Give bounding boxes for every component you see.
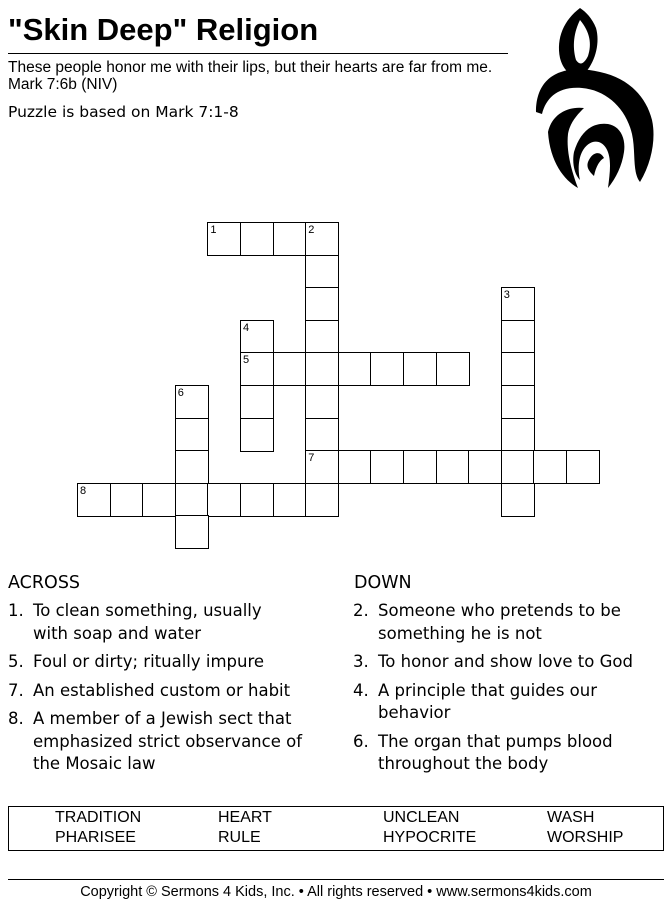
crossword-cell[interactable]	[305, 483, 339, 517]
crossword-cell[interactable]	[305, 320, 339, 354]
crossword-cell[interactable]	[305, 287, 339, 321]
clue-text: An established custom or habit	[33, 680, 291, 700]
clue-text: emphasized strict observance of	[33, 731, 303, 751]
crossword-cell[interactable]	[436, 352, 470, 386]
crossword-cell[interactable]	[207, 483, 241, 517]
word-bank-item: TRADITION	[55, 809, 142, 826]
crossword-cell[interactable]	[305, 352, 339, 386]
word-bank-item: RULE	[218, 829, 261, 846]
crossword-cell[interactable]	[501, 418, 535, 452]
crossword-cell[interactable]	[110, 483, 144, 517]
word-bank-item: UNCLEAN	[383, 809, 460, 826]
clue-text: Foul or dirty; ritually impure	[33, 652, 265, 671]
clue-text: something he is not	[378, 623, 542, 643]
word-bank-item: WORSHIP	[547, 829, 624, 846]
page-title: "Skin Deep" Religion	[8, 12, 319, 47]
clue-text: Someone who pretends to be	[378, 601, 621, 620]
crossword-cell[interactable]	[501, 483, 535, 517]
across-heading: ACROSS	[8, 573, 81, 593]
clue-text: To honor and show love to God	[378, 652, 633, 671]
crossword-cell[interactable]	[305, 450, 339, 484]
crossword-cell[interactable]	[175, 385, 209, 419]
crossword-cell[interactable]	[305, 385, 339, 419]
cell-number: 1	[210, 224, 217, 236]
copyright-footer: Copyright © Sermons 4 Kids, Inc. • All rights reserved • www.sermons4kids.com	[80, 884, 592, 900]
crossword-cell[interactable]	[240, 320, 274, 354]
crossword-cell[interactable]	[273, 352, 307, 386]
clue-number: 4.	[353, 680, 369, 700]
clue-text: the Mosaic law	[33, 754, 156, 773]
down-heading: DOWN	[354, 573, 412, 593]
bible-verse: These people honor me with their lips, but their hearts are far from me. Mark 7:6b (NIV)	[8, 59, 493, 93]
clue-number: 5.	[8, 652, 24, 671]
crossword-cell[interactable]	[338, 450, 372, 484]
cell-number: 4	[243, 321, 250, 334]
crossword-cell[interactable]	[338, 352, 372, 386]
word-bank	[8, 806, 664, 851]
word-bank-item: PHARISEE	[55, 829, 136, 846]
crossword-cell[interactable]	[240, 352, 274, 386]
clue-text: with soap and water	[33, 623, 202, 643]
crossword-cell[interactable]	[501, 287, 535, 321]
crossword-cell[interactable]	[468, 450, 502, 484]
crossword-cell[interactable]	[273, 222, 307, 256]
crossword-cell[interactable]	[240, 222, 274, 256]
crossword-cell[interactable]	[175, 450, 209, 484]
clue-number: 2.	[353, 601, 369, 620]
clue-text: behavior	[378, 703, 451, 722]
clue-number: 7.	[8, 680, 24, 700]
crossword-cell[interactable]	[403, 352, 437, 386]
crossword-cell[interactable]	[501, 385, 535, 419]
crossword-cell[interactable]	[533, 450, 567, 484]
clue-number: 3.	[353, 652, 369, 671]
crossword-cell[interactable]	[175, 515, 209, 549]
crossword-cell[interactable]	[370, 450, 404, 484]
crossword-cell[interactable]	[240, 483, 274, 517]
crossword-cell[interactable]	[403, 450, 437, 484]
crossword-cell[interactable]	[77, 483, 111, 517]
crossword-cell[interactable]	[501, 320, 535, 354]
clue-text: A principle that guides our	[378, 680, 598, 700]
crossword-cell[interactable]	[436, 450, 470, 484]
crossword-cell[interactable]	[240, 385, 274, 419]
clue-text: To clean something, usually	[33, 601, 262, 620]
crossword-cell[interactable]	[175, 418, 209, 452]
crossword-cell[interactable]	[501, 352, 535, 386]
crossword-cell[interactable]	[305, 222, 339, 256]
crossword-cell[interactable]	[273, 483, 307, 517]
footer-divider	[8, 879, 664, 880]
crossword-cell[interactable]	[142, 483, 176, 517]
word-bank-item: HEART	[218, 809, 272, 826]
crossword-cell[interactable]	[207, 222, 241, 256]
cell-number: 2	[308, 224, 315, 236]
clue-text: throughout the body	[378, 754, 549, 773]
word-bank-item: HYPOCRITE	[383, 829, 477, 846]
clue-text: A member of a Jewish sect that	[33, 709, 292, 728]
cell-number: 8	[80, 484, 87, 497]
clue-number: 8.	[8, 709, 24, 728]
crossword-cell[interactable]	[240, 418, 274, 452]
clue-number: 1.	[8, 601, 24, 620]
clue-text: The organ that pumps blood	[378, 731, 613, 751]
crossword-cell[interactable]	[175, 483, 209, 517]
cell-number: 7	[308, 452, 315, 465]
crossword-cell[interactable]	[305, 418, 339, 452]
cell-number: 5	[243, 354, 250, 367]
crossword-cell[interactable]	[305, 255, 339, 289]
crossword-cell[interactable]	[501, 450, 535, 484]
word-bank-item: WASH	[547, 809, 595, 826]
cell-number: 3	[503, 289, 510, 302]
cell-number: 6	[177, 387, 184, 399]
crossword-cell[interactable]	[566, 450, 600, 484]
crossword-cell[interactable]	[370, 352, 404, 386]
puzzle-subtitle: Puzzle is based on Mark 7:1-8	[8, 103, 239, 121]
clue-number: 6.	[353, 731, 369, 751]
